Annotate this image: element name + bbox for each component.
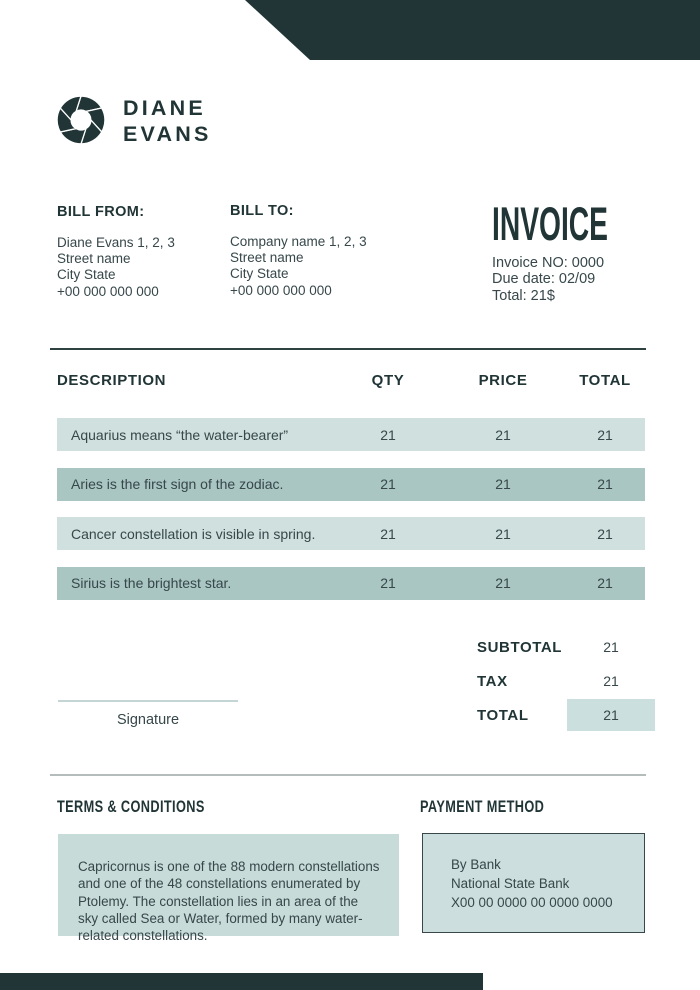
bill-to-section <box>230 203 367 299</box>
brand-header <box>55 94 211 147</box>
terms-body: Capricornus is one of the 88 modern constellations and one of the 48 constellations enumerated by Ptolemy. The constellation lies in an area of the sky called Sea or Water, formed by many water-related constellations. <box>78 859 380 944</box>
bill-from-address <box>57 235 175 300</box>
item-qty: 21 <box>380 476 396 492</box>
total-value: 21 <box>567 699 655 731</box>
tax-row <box>477 664 655 698</box>
column-header-price: PRICE <box>478 372 528 389</box>
bill-to-line: City State <box>230 266 289 282</box>
total-label: TOTAL <box>477 706 529 724</box>
tax-label: TAX <box>477 672 508 690</box>
bill-from-section <box>57 204 175 300</box>
item-price: 21 <box>495 426 511 443</box>
subtotal-value: 21 <box>603 639 619 655</box>
bill-to-heading: BILL TO: <box>230 203 294 219</box>
top-corner-decoration <box>0 0 700 60</box>
tax-value: 21 <box>603 673 619 689</box>
invoice-total: Total: 21$ <box>492 287 555 304</box>
invoice-number: Invoice NO: 0000 <box>492 255 605 271</box>
line-items <box>57 418 645 616</box>
payment-line: By Bank <box>451 857 501 872</box>
item-total: 21 <box>597 575 613 591</box>
table-row <box>57 567 645 600</box>
subtotal-row <box>477 630 655 664</box>
table-top-divider <box>50 348 646 350</box>
signature-line <box>58 700 238 702</box>
bill-from-line: City State <box>57 267 116 283</box>
item-description: Aquarius means “the water-bearer” <box>71 426 289 443</box>
bill-from-heading: BILL FROM: <box>57 204 145 220</box>
item-description: Aries is the first sign of the zodiac. <box>71 476 284 492</box>
item-qty: 21 <box>380 525 396 542</box>
payment-line: X00 00 0000 00 0000 0000 <box>451 895 613 910</box>
bill-to-line: Company name 1, 2, 3 <box>230 234 367 249</box>
item-description: Cancer constellation is visible in spring. <box>71 525 316 542</box>
bottom-bar-decoration <box>0 973 483 990</box>
item-price: 21 <box>495 525 511 542</box>
total-row <box>477 698 655 732</box>
brand-name <box>123 94 211 147</box>
table-row <box>57 418 645 451</box>
invoice-summary-section <box>492 197 685 304</box>
item-total: 21 <box>597 476 613 492</box>
subtotal-label: SUBTOTAL <box>477 638 563 656</box>
invoice-title: INVOICE <box>492 197 608 250</box>
terms-box <box>58 834 399 944</box>
item-qty: 21 <box>380 575 396 591</box>
table-header-row <box>57 372 645 389</box>
bill-from-line: Diane Evans 1, 2, 3 <box>57 235 175 250</box>
terms-heading: TERMS & CONDITIONS <box>57 797 205 816</box>
brand-name-line1: DIANE <box>123 96 206 120</box>
payment-heading: PAYMENT METHOD <box>420 797 545 816</box>
table-row <box>57 517 645 550</box>
brand-name-line2: EVANS <box>123 122 212 146</box>
invoice-meta <box>492 255 685 304</box>
item-price: 21 <box>495 476 511 492</box>
item-price: 21 <box>495 575 511 591</box>
aperture-logo-icon <box>55 94 107 146</box>
bill-to-line: Street name <box>230 250 304 266</box>
table-row <box>57 468 645 501</box>
bill-to-line: +00 000 000 000 <box>230 282 332 298</box>
item-description: Sirius is the brightest star. <box>71 575 232 591</box>
bill-to-address <box>230 234 367 299</box>
column-header-description: DESCRIPTION <box>57 372 167 389</box>
totals-section <box>477 630 655 732</box>
item-total: 21 <box>597 426 613 443</box>
payment-line: National State Bank <box>451 876 570 891</box>
column-header-total: TOTAL <box>579 372 631 389</box>
invoice-due-date: Due date: 02/09 <box>492 271 596 288</box>
footer-divider <box>50 774 646 776</box>
signature-label: Signature <box>116 712 180 728</box>
item-total: 21 <box>597 525 613 542</box>
payment-box <box>422 833 645 933</box>
bill-from-line: Street name <box>57 251 131 267</box>
bill-from-line: +00 000 000 000 <box>57 283 159 299</box>
item-qty: 21 <box>380 426 396 443</box>
column-header-qty: QTY <box>371 372 405 389</box>
